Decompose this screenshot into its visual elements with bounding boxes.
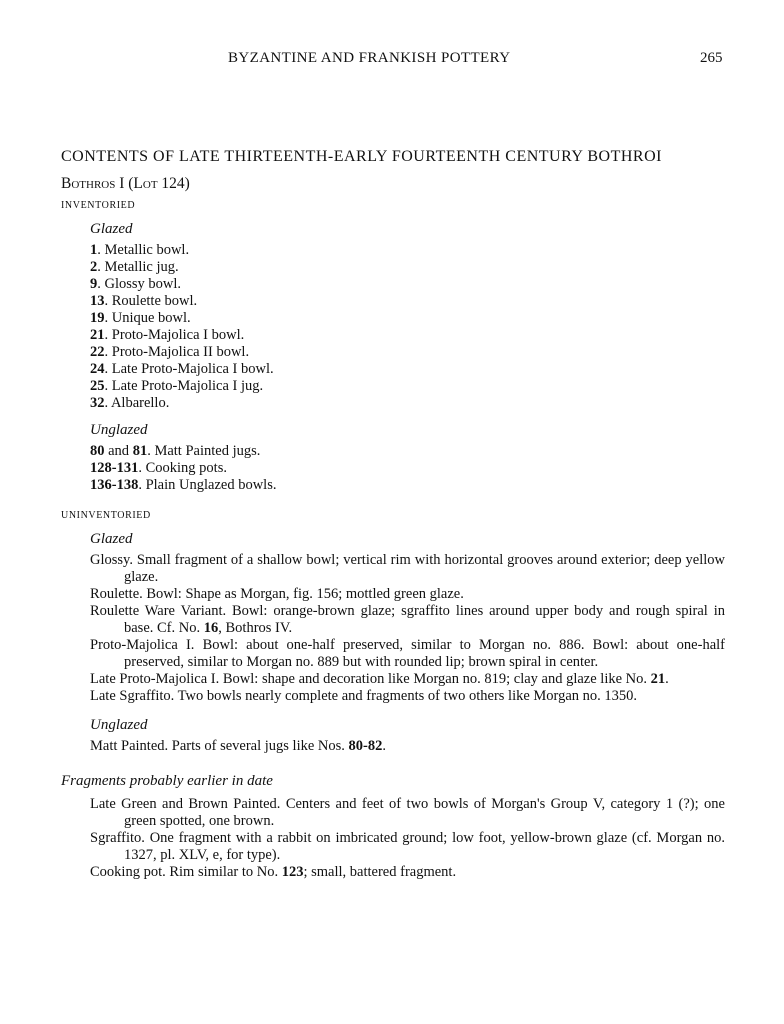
inventoried-unglazed-list (90, 443, 725, 494)
uninventoried-glazed-entries (90, 552, 725, 705)
entry-matt-painted: Matt Painted. Parts of several jugs like Nos. 80-82. (90, 738, 387, 754)
entry-late-sgraffito: Late Sgraffito. Two bowls nearly complete and fragments of two others like Morgan no. 1350. (90, 688, 638, 704)
list-item: 25. Late Proto-Majolica I jug. (90, 378, 264, 394)
list-item: 13. Roulette bowl. (90, 293, 198, 309)
entry-proto-majolica: Proto-Majolica I. Bowl: about one-half preserved, similar to Morgan no. 886. Bowl: about one-half preserved, similar to Morgan no. 889 but with rounded lip; brown spiral in center. (90, 637, 725, 670)
inventoried-glazed-label: Glazed (90, 221, 133, 237)
uninventoried-label: UNINVENTORIED (61, 510, 151, 521)
list-item: 22. Proto-Majolica II bowl. (90, 344, 250, 360)
running-title: BYZANTINE AND FRANKISH POTTERY (228, 50, 511, 66)
lot-heading (61, 175, 725, 193)
entry-roulette: Roulette. Bowl: Shape as Morgan, fig. 156; mottled green glaze. (90, 586, 464, 602)
list-item: 21. Proto-Majolica I bowl. (90, 327, 245, 343)
page-number: 265 (700, 50, 723, 66)
entry-late-proto-majolica: Late Proto-Majolica I. Bowl: shape and decoration like Morgan no. 819; clay and glaze like No. 21. (90, 671, 669, 687)
list-item: 19. Unique bowl. (90, 310, 191, 326)
fragments-entries (90, 796, 725, 881)
running-head (0, 50, 784, 72)
entry-glossy: Glossy. Small fragment of a shallow bowl; vertical rim with horizontal grooves around exterior; deep yellow glaze. (90, 552, 725, 585)
fragments-label: Fragments probably earlier in date (61, 773, 273, 789)
page-content (61, 148, 725, 893)
entry-green-brown-painted: Late Green and Brown Painted. Centers and feet of two bowls of Morgan's Group V, category 1 (?); one green spotted, one brown. (90, 796, 725, 829)
uninventoried-unglazed-entries (90, 738, 725, 755)
inventoried-glazed-list (90, 242, 725, 412)
list-item: 128-131. Cooking pots. (90, 460, 227, 476)
list-item: 2. Metallic jug. (90, 259, 179, 275)
bothros-name: Bothros I (61, 175, 125, 192)
section-title: CONTENTS OF LATE THIRTEENTH-EARLY FOURTEENTH CENTURY BOTHROI (61, 148, 662, 165)
list-item: 32. Albarello. (90, 395, 170, 411)
list-item: 1. Metallic bowl. (90, 242, 190, 258)
inventoried-label: INVENTORIED (61, 200, 136, 211)
list-item: 24. Late Proto-Majolica I bowl. (90, 361, 274, 377)
inventoried-unglazed-label: Unglazed (90, 422, 148, 438)
entry-roulette-variant: Roulette Ware Variant. Bowl: orange-brown glaze; sgraffito lines around upper body and rough spiral in base. Cf. No. 16, Bothros IV. (90, 603, 725, 636)
list-item: 9. Glossy bowl. (90, 276, 182, 292)
list-item: 80 and 81. Matt Painted jugs. (90, 443, 261, 459)
entry-sgraffito: Sgraffito. One fragment with a rabbit on imbricated ground; low foot, yellow-brown glaze (cf. Morgan no. 1327, pl. XLV, e, for type). (90, 830, 725, 863)
lot-number: (Lot 124) (128, 175, 190, 192)
uninventoried-unglazed-label: Unglazed (90, 717, 148, 733)
list-item: 136-138. Plain Unglazed bowls. (90, 477, 277, 493)
uninventoried-glazed-label: Glazed (90, 531, 133, 547)
entry-cooking-pot: Cooking pot. Rim similar to No. 123; small, battered fragment. (90, 864, 457, 880)
